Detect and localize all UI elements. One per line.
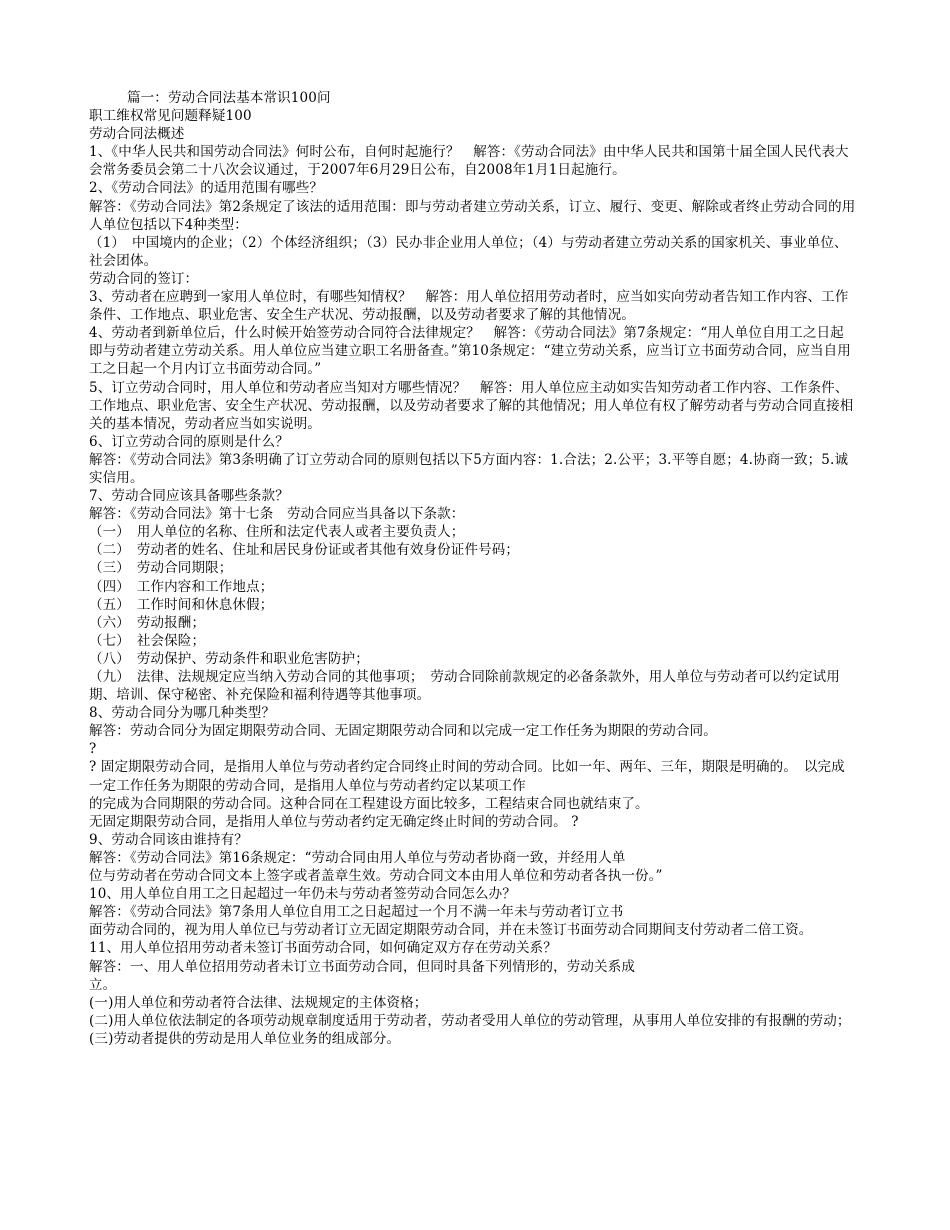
document-line: 职工维权常见问题释疑100 [89, 108, 252, 125]
document-line: (三)劳动者提供的劳动是用人单位业务的组成部分。 [89, 1030, 401, 1047]
document-line: （三） 劳动合同期限； [89, 560, 233, 577]
document-line: (二)用人单位依法制定的各项劳动规章制度适用于劳动者，劳动者受用人单位的劳动管理，从事用人单位安排的有报酬的劳动； [89, 1012, 851, 1029]
document-line: （九） 法律、法规规定应当纳入劳动合同的其他事项； 劳动合同除前款规定的必备条款外，用人单位与劳动者可以约定试用期、培训、保守秘密、补充保险和福利待遇等其他事项。 [89, 669, 840, 704]
document-line: （二） 劳动者的姓名、住址和居民身份证或者其他有效身份证件号码； [89, 542, 520, 559]
document-line: （八） 劳动保护、劳动条件和职业危害防护； [89, 650, 369, 667]
document-page [89, 89, 857, 1048]
document-line: 面劳动合同的，视为用人单位已与劳动者订立无固定期限劳动合同，并在未签订书面劳动合同期间支付劳动者二倍工资。 [89, 922, 813, 939]
document-line: 解答：《劳动合同法》第16条规定：“劳动合同由用人单位与劳动者协商一致，并经用人单 [89, 849, 626, 866]
document-line: 3、劳动者在应聘到一家用人单位时，有哪些知情权？ 解答：用人单位招用劳动者时，应当如实向劳动者告知工作内容、工作条件、工作地点、职业危害、安全生产状况、劳动报酬，以及劳动者要求了解的其他情况。 [89, 289, 849, 324]
document-line: ? 固定期限劳动合同，是指用人单位与劳动者约定合同终止时间的劳动合同。比如一年、两年、三年，期限是明确的。 以完成一定工作任务为期限的劳动合同，是指用人单位与劳动者约定以某项工作 [89, 759, 845, 794]
document-line: 11、用人单位招用劳动者未签订书面劳动合同，如何确定双方存在劳动关系？ [89, 940, 557, 957]
document-line: 位与劳动者在劳动合同文本上签字或者盖章生效。劳动合同文本由用人单位和劳动者各执一份。” [89, 868, 663, 885]
document-line: （七） 社会保险； [89, 632, 206, 649]
document-line: 8、劳动合同分为哪几种类型？ [89, 705, 276, 722]
document-line: 7、劳动合同应该具备哪些条款？ [89, 488, 289, 505]
document-line: (一)用人单位和劳动者符合法律、法规规定的主体资格； [89, 994, 428, 1011]
document-line: （一） 用人单位的名称、住所和法定代表人或者主要负责人； [89, 524, 465, 541]
document-line: 1、《中华人民共和国劳动合同法》何时公布，自何时起施行？ 解答：《劳动合同法》由中华人民共和国第十届全国人民代表大会常务委员会第二十八次会议通过，于2007年6月29日公布，自2008年1月1日起施行。 [89, 144, 849, 179]
document-line: 2、《劳动合同法》的适用范围有哪些？ [89, 180, 324, 197]
document-line: 解答：《劳动合同法》第2条规定了该法的适用范围：即与劳动者建立劳动关系，订立、履行、变更、解除或者终止劳动合同的用人单位包括以下4种类型： [89, 198, 856, 233]
document-line: 6、订立劳动合同的原则是什么？ [89, 433, 289, 450]
document-line: ? [89, 741, 97, 758]
document-line: 解答：《劳动合同法》第7条用人单位自用工之日起超过一个月不满一年未与劳动者订立书 [89, 904, 624, 921]
document-line: （六） 劳动报酬； [89, 614, 206, 631]
document-line: 解答：《劳动合同法》第十七条 劳动合同应当具备以下条款： [89, 506, 465, 523]
document-line: （五） 工作时间和休息休假； [89, 596, 274, 613]
document-line: 解答：一、用人单位招用劳动者未订立书面劳动合同，但同时具备下列情形的，劳动关系成 [89, 958, 635, 975]
document-line: 劳动合同法概述 [89, 126, 185, 143]
document-line: 无固定期限劳动合同，是指用人单位与劳动者约定无确定终止时间的劳动合同。 ? [89, 813, 579, 830]
document-line: 5、订立劳动合同时，用人单位和劳动者应当知对方哪些情况？ 解答：用人单位应主动如实告知劳动者工作内容、工作条件、工作地点、职业危害、安全生产状况、劳动报酬，以及劳动者要求了解的其他情况；用人单位有权了解劳动者与劳动合同直接相关的基本情况，劳动者应当如实说明。 [89, 379, 854, 432]
document-line: 解答：劳动合同分为固定期限劳动合同、无固定期限劳动合同和以完成一定工作任务为期限的劳动合同。 [89, 723, 717, 740]
document-line: 解答：《劳动合同法》第3条明确了订立劳动合同的原则包括以下5方面内容：1.合法；2.公平；3.平等自愿；4.协商一致；5.诚实信用。 [89, 451, 849, 486]
document-body [89, 107, 857, 1048]
document-line: 劳动合同的签订： [89, 270, 199, 287]
document-line: 9、劳动合同该由谁持有？ [89, 831, 248, 848]
document-line: 10、用人单位自用工之日起超过一年仍未与劳动者签劳动合同怎么办？ [89, 886, 516, 903]
document-line: 立。 [89, 976, 117, 993]
document-line: （四） 工作内容和工作地点； [89, 578, 274, 595]
document-line: 的完成为合同期限的劳动合同。这种合同在工程建设方面比较多，工程结束合同也就结束了。 [89, 795, 649, 812]
document-line: 4、劳动者到新单位后，什么时候开始签劳动合同符合法律规定？ 解答：《劳动合同法》第7条规定：“用人单位自用工之日起即与劳动者建立劳动关系。用人单位应当建立职工名册备查。”第10条规定：“建立劳动关系，应当订立书面劳动合同，应当自用工之日起一个月内订立书面劳动合同。” [89, 325, 851, 378]
document-title: 篇一：劳动合同法基本常识100问 [127, 90, 331, 106]
document-line: （1） 中国境内的企业；（2）个体经济组织；（3）民办非企业用人单位；（4）与劳动者建立劳动关系的国家机关、事业单位、社会团体。 [89, 234, 848, 269]
